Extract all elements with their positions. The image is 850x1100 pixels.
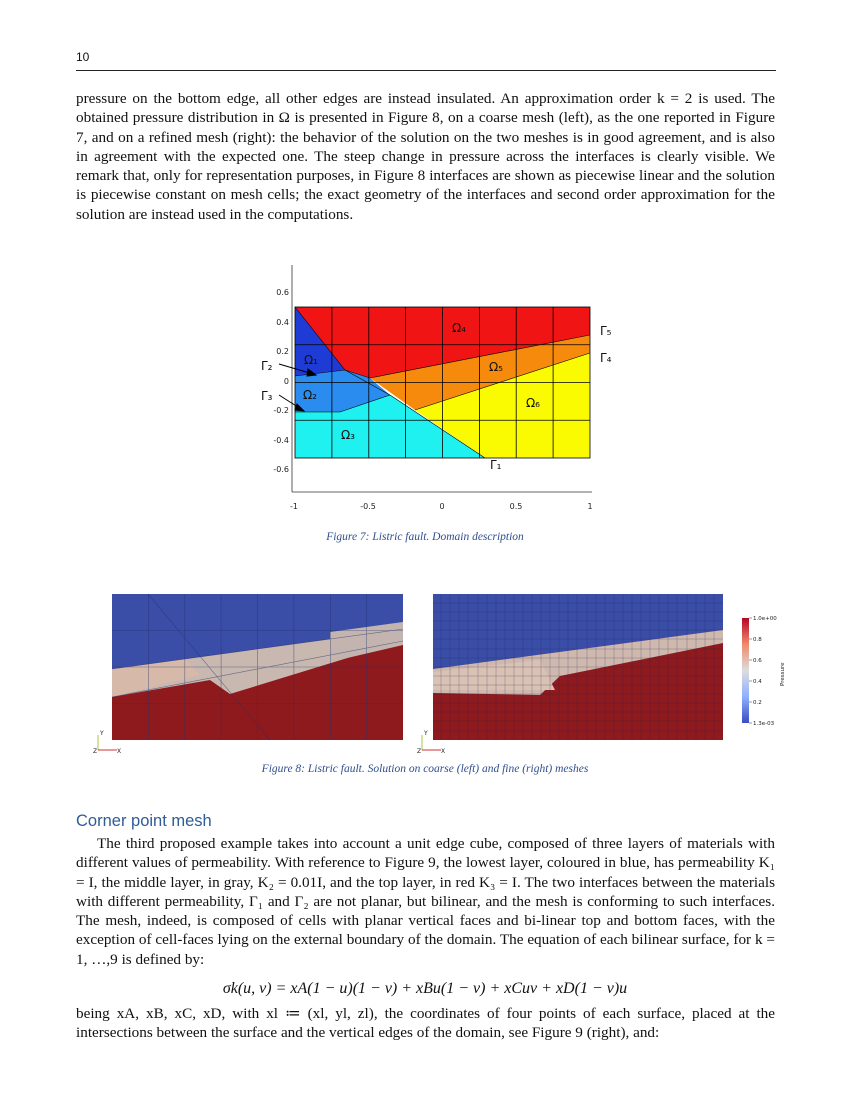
x-tick: -1: [290, 502, 298, 511]
x-tick: -0.5: [360, 502, 376, 511]
axis-x-label: X: [117, 748, 122, 755]
header-rule: [76, 70, 776, 71]
axis-z-label: Z: [93, 748, 98, 755]
x-tick: 0.5: [509, 502, 523, 511]
y-tick: 0: [283, 377, 289, 386]
label-gamma1: Γ₁: [490, 458, 502, 472]
axis-z-label: Z: [417, 748, 422, 755]
figure7-caption: Figure 7: Listric fault. Domain description: [326, 531, 524, 543]
figure8-caption: Figure 8: Listric fault. Solution on coarse (left) and fine (right) meshes: [261, 763, 589, 775]
x-tick: 1: [587, 502, 593, 511]
label-omega4: Ω₄: [452, 321, 466, 335]
y-tick: -0.4: [273, 436, 289, 445]
colorbar-tick: 0.4: [753, 679, 762, 685]
x-tick: 0: [439, 502, 445, 511]
y-tick: -0.2: [273, 406, 289, 415]
label-gamma5: Γ₅: [600, 324, 612, 338]
fine-mesh-plot: [417, 594, 723, 755]
axis-y-label: Y: [100, 730, 104, 737]
bilinear-equation: σk(u, v) = xA(1 − u)(1 − v) + xBu(1 − v) + xCuv + xD(1 − v)u: [222, 980, 628, 997]
colorbar-tick: 0.6: [753, 658, 762, 664]
closing-paragraph: being xA, xB, xC, xD, with xl ≔ (xl, yl, zl), the coordinates of four points of each surface, placed at the intersections between the surface and the vertical edges of the domain, see Figure 9 (right), and:: [76, 1005, 775, 1042]
colorbar-tick: 0.8: [753, 637, 762, 643]
label-omega2: Ω₂: [303, 388, 317, 402]
page-number: 10: [76, 50, 90, 64]
axis-y-label: Y: [424, 730, 428, 737]
colorbar-tick: 0.2: [753, 700, 762, 706]
label-gamma4: Γ₄: [600, 351, 612, 365]
figure7-domain-plot: [0, 262, 850, 522]
label-omega6: Ω₆: [526, 396, 540, 410]
y-tick: 0.6: [276, 288, 289, 297]
figure8-solution-plots: [0, 590, 850, 760]
label-gamma3: Γ₃: [261, 389, 273, 403]
y-tick: 0.2: [276, 347, 289, 356]
colorbar-tick: 1.0e+00: [753, 616, 777, 622]
label-gamma2: Γ₂: [261, 359, 273, 373]
axis-x-label: X: [441, 748, 446, 755]
label-omega3: Ω₃: [341, 428, 355, 442]
intro-paragraph: pressure on the bottom edge, all other edges are instead insulated. An approximation order k = 2 is used. The obtained pressure distribution in Ω is presented in Figure 8, on a coarse mesh (left), as the one reported in Figure 7, and on a refined mesh (right): the behavior of the solution on the two meshes is in good agreement, and is also in agreement with the expected one. The steep change in pressure across the interfaces is clearly visible. We remark that, only for representation purposes, in Figure 8 interfaces are shown as piecewise linear and the solution is piecewise constant on mesh cells; the exact geometry of the interfaces and second order approximation for the solution are instead used in the computations.: [76, 90, 775, 223]
coarse-mesh-plot: [93, 594, 403, 755]
colorbar-tick: 1.3e-03: [753, 721, 775, 727]
section-paragraph: The third proposed example takes into account a unit edge cube, composed of three layers of materials with different values of permeability. With reference to Figure 9, the lowest layer, coloured in blue, has permeability K₁ = I, the middle layer, in gray, K₂ = 0.01I, and the top layer, in red K₃ = I. The two interfaces between the materials with different permeability, Γ₁ and Γ₂ are not planar, but bilinear, and the mesh is conforming to such interfaces. The mesh, indeed, is composed of cells with planar vertical faces and bi-linear top and bottom faces, with the exception of cell-faces lying on the external boundary of the domain. The equation of each bilinear surface, for k = 1, …,9 is defined by:: [76, 835, 775, 968]
colorbar-title: Pressure: [780, 662, 786, 686]
y-tick: 0.4: [276, 318, 289, 327]
x-ticks: [290, 502, 593, 511]
y-ticks: [273, 288, 289, 474]
section-heading: Corner point mesh: [76, 812, 212, 830]
label-omega1: Ω₁: [304, 353, 318, 367]
colorbar: [742, 616, 786, 727]
y-tick: -0.6: [273, 465, 289, 474]
label-omega5: Ω₅: [489, 360, 503, 374]
